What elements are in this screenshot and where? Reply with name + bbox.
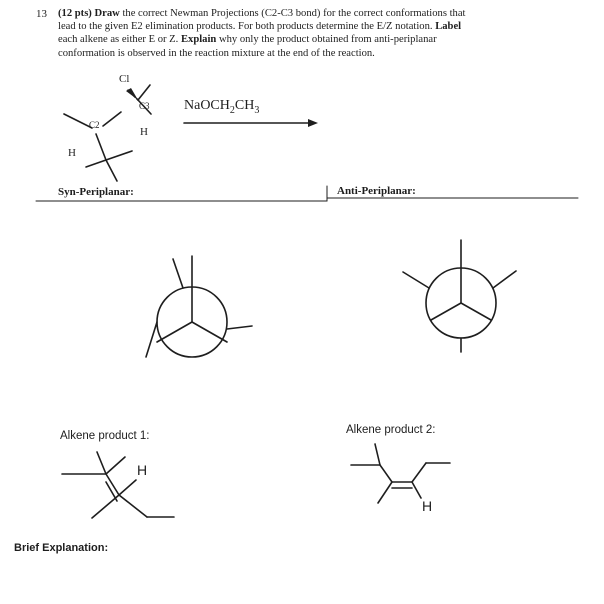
- question-line4: conformation is observed in the reaction mixture at the end of the reaction.: [58, 47, 375, 59]
- syn-periplanar-label: Syn-Periplanar:: [58, 186, 134, 198]
- product2-structure: [351, 444, 450, 503]
- reagent-part1: NaOCH: [184, 98, 230, 113]
- product1-hydrogen: H: [137, 462, 148, 478]
- reactant-structure: [64, 85, 151, 181]
- hydrogen-bottom-label: H: [68, 147, 76, 159]
- question-number: 13: [36, 8, 47, 20]
- product1-structure: [62, 452, 174, 518]
- label-keyword: Label: [435, 21, 462, 33]
- brief-explanation-label: Brief Explanation:: [14, 542, 109, 554]
- arrow-head: [308, 119, 318, 127]
- question-line2: lead to the given E2 elimination products. For both products determine the E/Z notation.: [58, 21, 436, 33]
- reagent-sub1: 2: [229, 104, 235, 116]
- product1-label: Alkene product 1:: [60, 430, 150, 442]
- reagent-part2: CH: [234, 98, 255, 113]
- question-line1: the correct Newman Projections (C2-C3 bond) for the correct conformations that: [119, 8, 466, 19]
- question-line3-rest: why only the product obtained from anti-periplanar: [216, 34, 437, 46]
- reagent-label: [184, 98, 259, 116]
- explain-keyword: Explain: [180, 34, 217, 46]
- chlorine-label: Cl: [119, 73, 130, 85]
- product2-label: Alkene product 2:: [346, 424, 436, 436]
- anti-periplanar-label: Anti-Periplanar:: [337, 185, 416, 197]
- c3-label: C3: [139, 101, 150, 111]
- product2-hydrogen: H: [422, 498, 433, 514]
- reagent-sub2: 3: [254, 104, 260, 116]
- syn-newman-projection: [146, 256, 252, 357]
- draw-keyword: Draw: [94, 8, 120, 19]
- anti-newman-projection: [403, 240, 516, 352]
- question-points: (12 pts): [58, 8, 92, 19]
- hydrogen-top-label: H: [140, 126, 148, 138]
- question-line3: each alkene as either E or Z.: [58, 34, 181, 46]
- c2-label: C2: [89, 120, 100, 130]
